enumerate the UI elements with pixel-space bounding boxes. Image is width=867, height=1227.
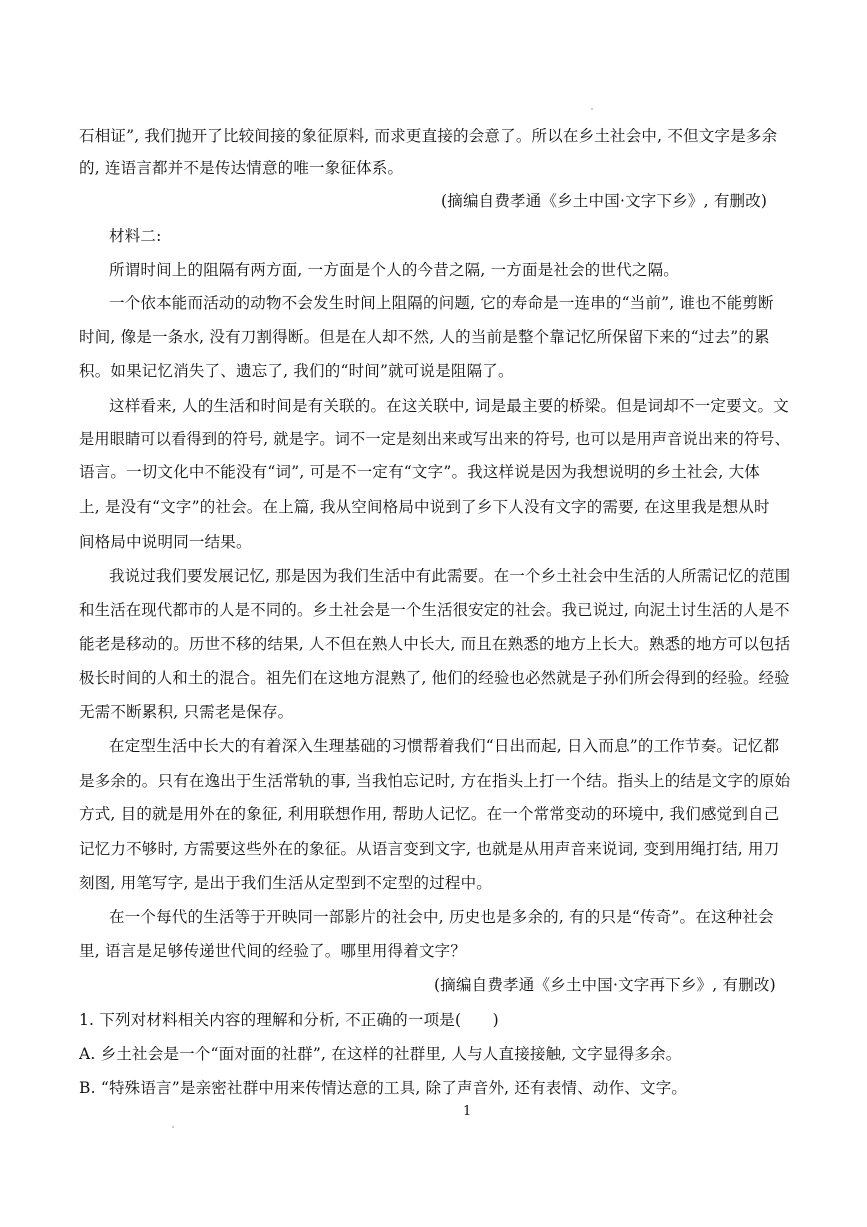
paragraph-line: 积。如果记忆消失了、遗忘了, 我们的“时间”就可说是阻隔了。 bbox=[79, 362, 514, 380]
paragraph-line: 在定型生活中长大的有着深入生理基础的习惯帮着我们“日出而起, 日入而息”的工作节奏。记忆都 bbox=[109, 737, 780, 755]
paragraph-line: 里, 语言是足够传递世代间的经验了。哪里用得着文字？ bbox=[79, 942, 467, 960]
paragraph-line: 我说过我们要发展记忆, 那是因为我们生活中有此需要。在一个乡土社会中生活的人所需记忆的范围 bbox=[109, 567, 791, 585]
section-heading: 材料二: bbox=[109, 227, 162, 245]
paragraph-line: 能老是移动的。历世不移的结果, 人不但在熟人中长大, 而且在熟悉的地方上长大。熟悉的地方可以包括 bbox=[79, 635, 791, 653]
paragraph-line: 这样看来, 人的生活和时间是有关联的。在这关联中, 词是最主要的桥梁。但是词却不一定要文。文 bbox=[109, 397, 789, 415]
paragraph-line: 方式, 目的就是用外在的象征, 利用联想作用, 帮助人记忆。在一个常常变动的环境中, 我们感觉到自己 bbox=[79, 805, 780, 823]
scan-speck bbox=[172, 1126, 174, 1128]
paragraph-line: 间格局中说明同一结果。 bbox=[79, 533, 252, 551]
source-citation: (摘编自费孝通《乡土中国·文字再下乡》, 有删改) bbox=[434, 976, 776, 994]
paragraph-line: 无需不断累积, 只需老是保存。 bbox=[79, 703, 294, 721]
paragraph-line: 时间, 像是一条水, 没有刀割得断。但是在人却不然, 人的当前是整个靠记忆所保留下来的“过去”的累 bbox=[79, 328, 770, 346]
paragraph-line: 记忆力不够时, 方需要这些外在的象征。从语言变到文字, 也就是从用声音来说词, 变到用绳打结, 用刀 bbox=[79, 840, 780, 858]
source-citation: (摘编自费孝通《乡土中国·文字下乡》, 有删改) bbox=[441, 192, 768, 210]
paragraph-line: 极长时间的人和土的混合。祖先们在这地方混熟了, 他们的经验也必然就是子孙们所会得到的经验。经验 bbox=[79, 669, 790, 687]
paragraph-line: 是多余的。只有在逸出于生活常轨的事, 当我怕忘记时, 方在指头上打一个结。指头上的结是文字的原始 bbox=[79, 772, 791, 790]
paragraph-line: 和生活在现代都市的人是不同的。乡土社会是一个生活很安定的社会。我已说过, 向泥土讨生活的人是不 bbox=[79, 601, 790, 619]
paragraph-line: 刻图, 用笔写字, 是出于我们生活从定型到不定型的过程中。 bbox=[79, 874, 493, 892]
paragraph-line: 是用眼睛可以看得到的符号, 就是字。词不一定是刻出来或写出来的符号, 也可以是用声音说出来的符号、 bbox=[79, 430, 791, 448]
answer-option-b: B. “特殊语言”是亲密社群中用来传情达意的工具, 除了声音外, 还有表情、动作、文字。 bbox=[79, 1079, 688, 1097]
paragraph-line: 石相证”, 我们抛开了比较间接的象征原料, 而求更直接的会意了。所以在乡土社会中, 不但文字是多余 bbox=[79, 127, 778, 145]
paragraph-line: 所谓时间上的阻隔有两方面, 一方面是个人的今昔之隔, 一方面是社会的世代之隔。 bbox=[109, 261, 680, 279]
paragraph-line: 在一个每代的生活等于开映同一部影片的社会中, 历史也是多余的, 有的只是“传奇”。在这种社会 bbox=[109, 908, 774, 926]
scan-speck bbox=[591, 108, 593, 110]
paragraph-line: 上, 是没有“文字”的社会。在上篇, 我从空间格局中说到了乡下人没有文字的需要, 在这里我是想从时 bbox=[79, 498, 770, 516]
page-number: 1 bbox=[463, 1104, 472, 1119]
paragraph-line: 语言。一切文化中不能没有“词”, 可是不一定有“文字”。我这样说是因为我想说明的乡土社会, 大体 bbox=[79, 463, 761, 481]
question-stem: 1. 下列对材料相关内容的理解和分析, 不正确的一项是( ) bbox=[79, 1011, 499, 1029]
paragraph-line: 的, 连语言都并不是传达情意的唯一象征体系。 bbox=[79, 159, 404, 177]
answer-option-a: A. 乡土社会是一个“面对面的社群”, 在这样的社群里, 人与人直接接触, 文字显得多余。 bbox=[79, 1045, 682, 1063]
paragraph-line: 一个依本能而活动的动物不会发生时间上阻隔的问题, 它的寿命是一连串的“当前”, 谁也不能剪断 bbox=[109, 294, 774, 312]
